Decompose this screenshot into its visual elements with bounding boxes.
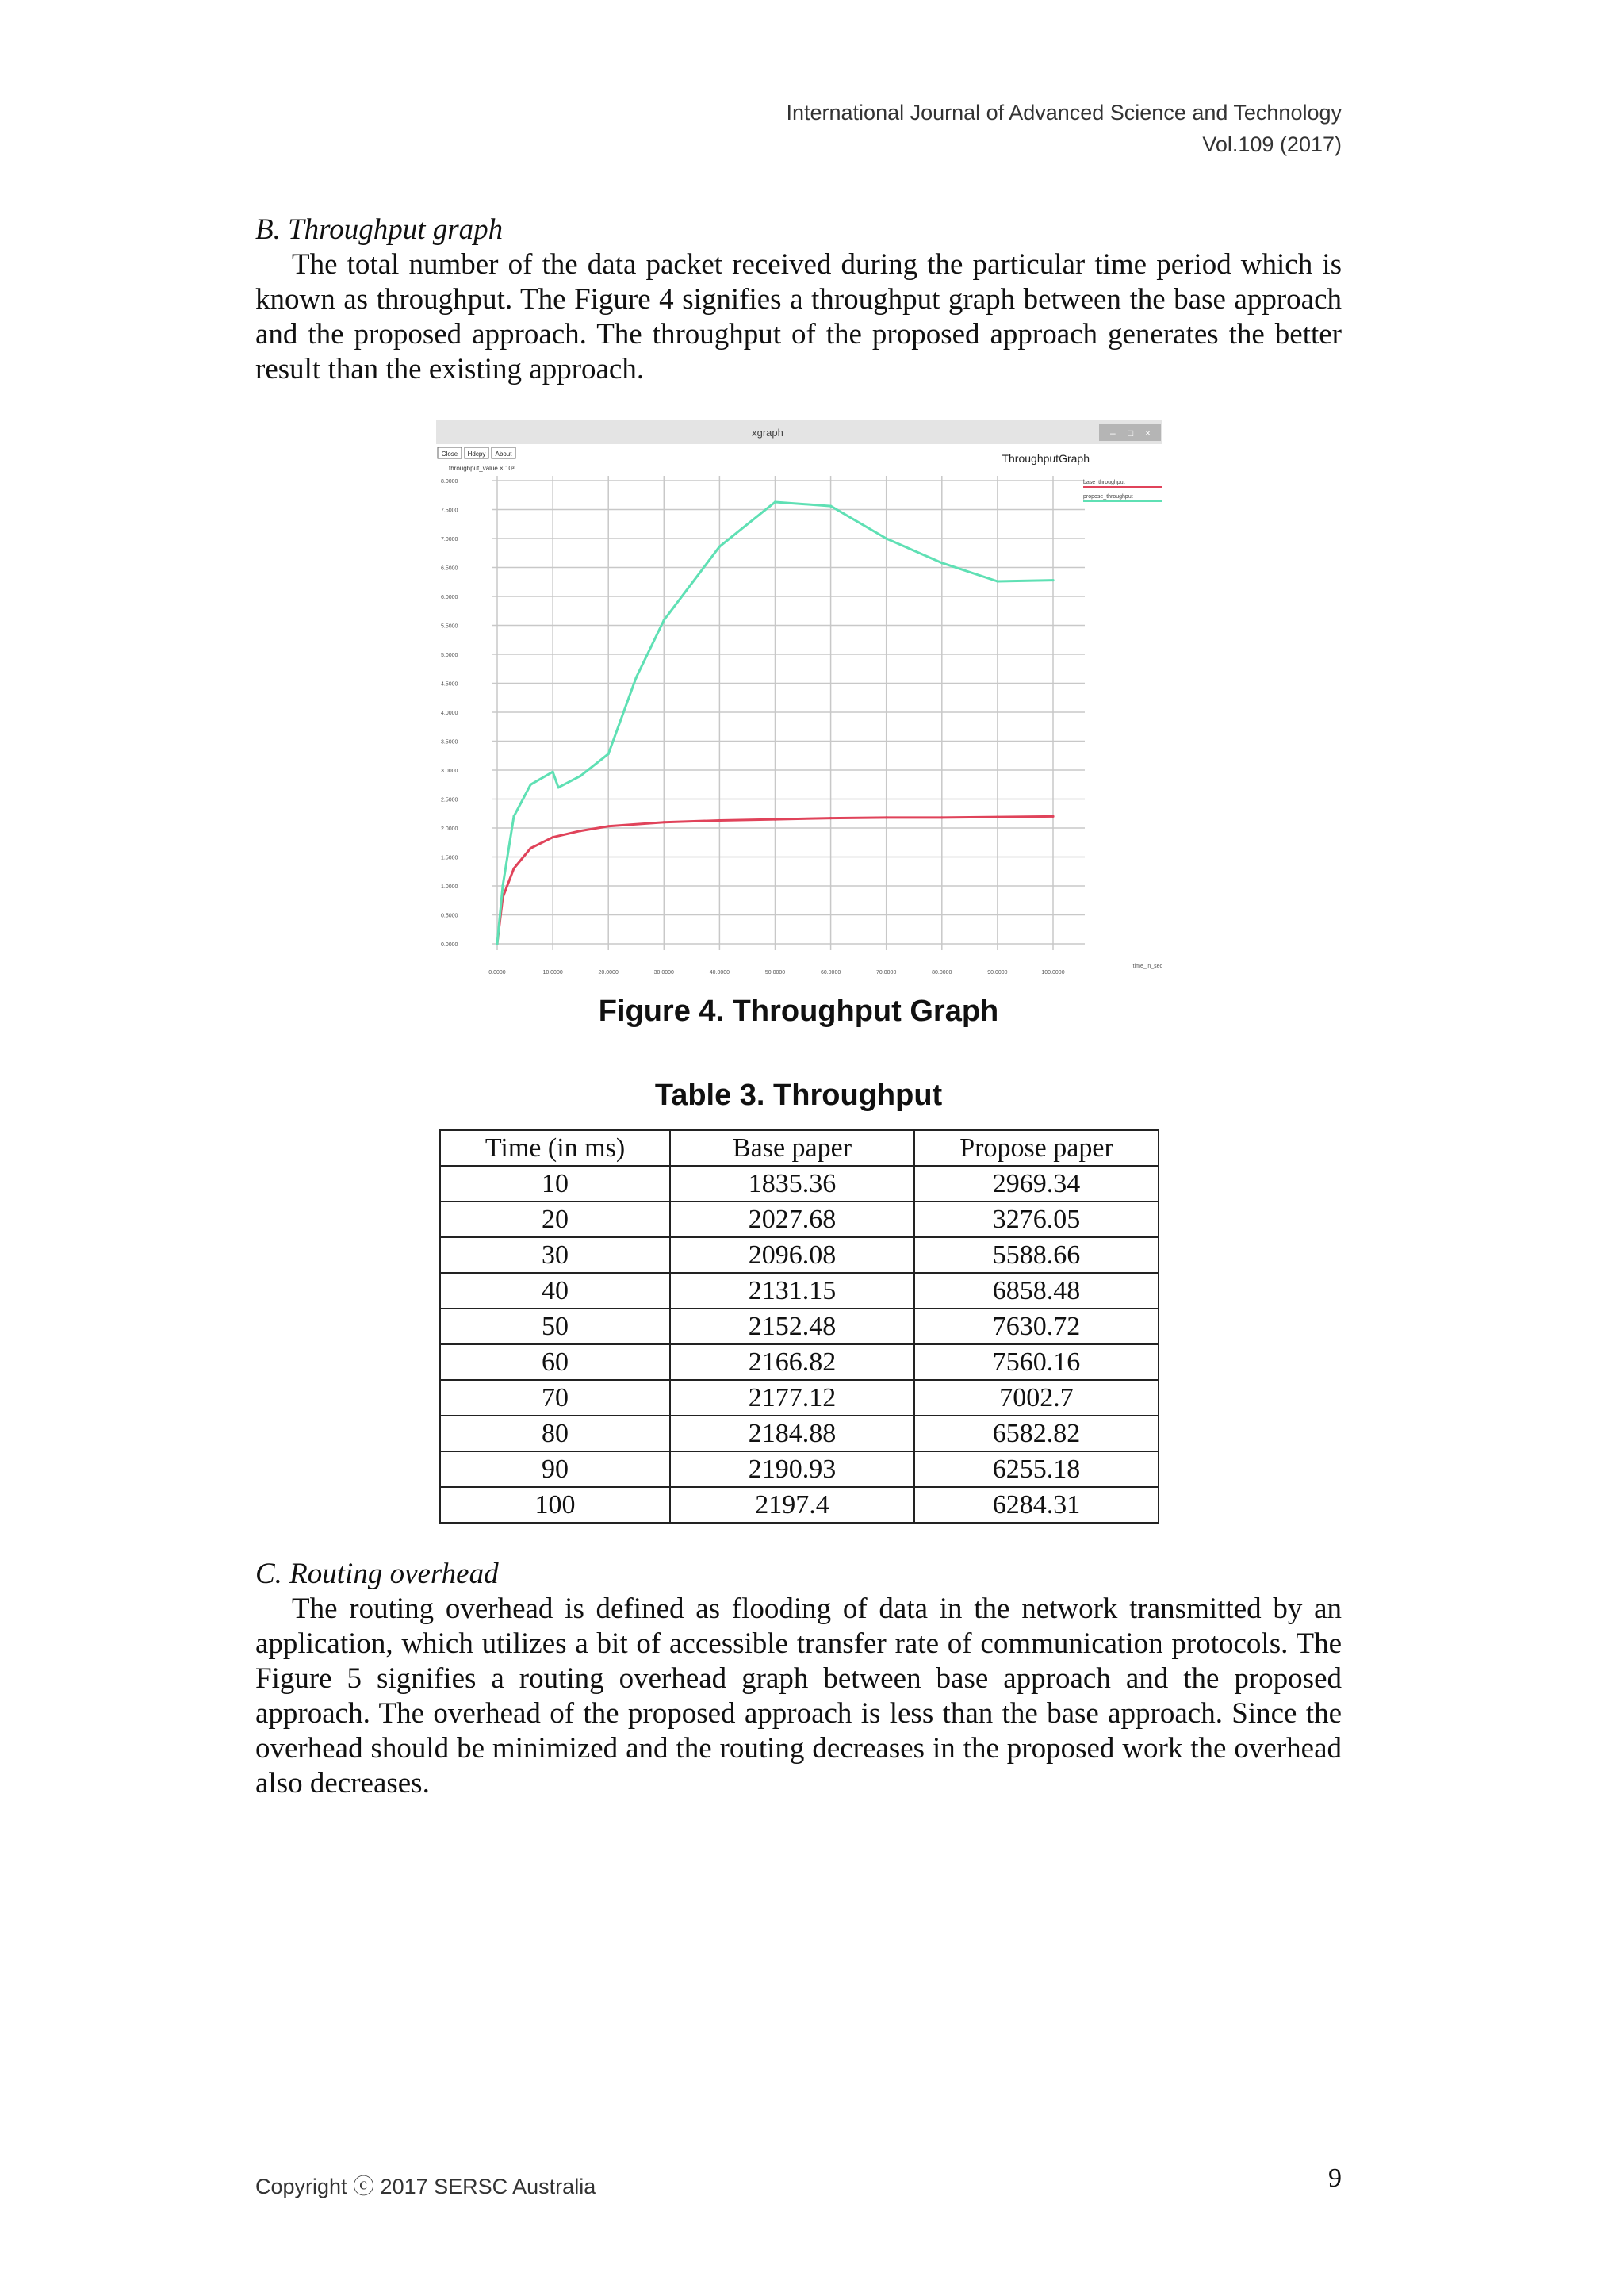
journal-name: International Journal of Advanced Science and Technology bbox=[786, 101, 1342, 125]
table-cell: 6858.48 bbox=[914, 1273, 1159, 1309]
table-cell: 2166.82 bbox=[670, 1344, 914, 1380]
table-cell: 2152.48 bbox=[670, 1309, 914, 1344]
table-cell: 7560.16 bbox=[914, 1344, 1159, 1380]
copyright-footer: Copyright ⓒ 2017 SERSC Australia bbox=[255, 2175, 596, 2198]
table-cell: 2131.15 bbox=[670, 1273, 914, 1309]
y-tick-label: 1.5000 bbox=[441, 855, 458, 861]
data-point bbox=[552, 771, 554, 773]
data-point bbox=[552, 836, 554, 838]
data-point bbox=[996, 816, 998, 818]
table-cell: 50 bbox=[440, 1309, 670, 1344]
table-header-cell: Base paper bbox=[670, 1130, 914, 1166]
data-point bbox=[718, 546, 721, 548]
data-point bbox=[635, 677, 638, 679]
table-header-cell: Propose paper bbox=[914, 1130, 1159, 1166]
x-tick-label: 50.0000 bbox=[764, 970, 786, 976]
table-cell: 6255.18 bbox=[914, 1451, 1159, 1487]
x-tick-label: 100.0000 bbox=[1041, 970, 1065, 976]
figure-caption: Figure 4. Throughput Graph bbox=[598, 995, 999, 1028]
table-header-cell: Time (in ms) bbox=[440, 1130, 670, 1166]
maximize-icon[interactable]: □ bbox=[1128, 427, 1134, 439]
data-point bbox=[1051, 579, 1054, 581]
table-row bbox=[440, 1487, 1159, 1523]
x-tick-label: 90.0000 bbox=[987, 970, 1008, 976]
table-row bbox=[440, 1202, 1159, 1237]
data-point bbox=[607, 753, 610, 755]
table-cell: 6284.31 bbox=[914, 1487, 1159, 1523]
table-row bbox=[440, 1237, 1159, 1273]
data-point bbox=[940, 562, 943, 564]
y-tick-label: 3.5000 bbox=[441, 739, 458, 746]
x-tick-label: 80.0000 bbox=[932, 970, 952, 976]
table-header-row bbox=[440, 1130, 1159, 1166]
data-point bbox=[663, 821, 665, 823]
data-point bbox=[512, 815, 515, 818]
x-tick-label: 70.0000 bbox=[876, 970, 897, 976]
y-tick-label: 6.5000 bbox=[441, 565, 458, 572]
section-heading-routing-overhead: C. Routing overhead bbox=[255, 1558, 499, 1590]
data-point bbox=[580, 775, 582, 777]
x-tick-label: 40.0000 bbox=[709, 970, 730, 976]
legend-label: base_throughput bbox=[1083, 480, 1125, 485]
window-title: xgraph bbox=[752, 427, 783, 439]
table-cell: 7002.7 bbox=[914, 1380, 1159, 1416]
table-cell: 1835.36 bbox=[670, 1166, 914, 1202]
table-cell: 2969.34 bbox=[914, 1166, 1159, 1202]
table-cell: 2197.4 bbox=[670, 1487, 914, 1523]
table-cell: 100 bbox=[440, 1487, 670, 1523]
y-tick-label: 0.5000 bbox=[441, 913, 458, 919]
table-caption: Table 3. Throughput bbox=[654, 1079, 943, 1112]
table-cell: 90 bbox=[440, 1451, 670, 1487]
data-point bbox=[774, 500, 776, 503]
table-cell: 2177.12 bbox=[670, 1380, 914, 1416]
data-point bbox=[530, 847, 532, 849]
table-cell: 2027.68 bbox=[670, 1202, 914, 1237]
window-titlebar bbox=[436, 420, 1162, 444]
data-point bbox=[940, 816, 943, 818]
y-tick-label: 6.0000 bbox=[441, 595, 458, 600]
graph-title: ThroughputGraph bbox=[1002, 452, 1090, 465]
y-tick-label: 0.0000 bbox=[441, 942, 458, 948]
y-tick-label: 2.5000 bbox=[441, 797, 458, 803]
y-tick-label: 8.0000 bbox=[441, 479, 458, 485]
y-tick-label: 4.0000 bbox=[441, 711, 458, 716]
table-cell: 20 bbox=[440, 1202, 670, 1237]
x-tick-label: 30.0000 bbox=[653, 970, 674, 976]
data-point bbox=[496, 942, 498, 945]
table-cell: 40 bbox=[440, 1273, 670, 1309]
about-button-label[interactable]: About bbox=[495, 450, 512, 458]
table-cell: 2096.08 bbox=[670, 1237, 914, 1273]
data-point bbox=[774, 818, 776, 821]
table-cell: 2190.93 bbox=[670, 1451, 914, 1487]
x-axis-label: time_in_sec bbox=[1132, 964, 1162, 969]
data-point bbox=[530, 784, 532, 786]
page-number: 9 bbox=[1328, 2164, 1342, 2193]
table-row bbox=[440, 1416, 1159, 1451]
data-point bbox=[996, 580, 998, 582]
y-tick-label: 3.0000 bbox=[441, 769, 458, 774]
journal-volume: Vol.109 (2017) bbox=[1202, 132, 1342, 156]
table-cell: 3276.05 bbox=[914, 1202, 1159, 1237]
legend-label: propose_throughput bbox=[1083, 494, 1133, 500]
table-cell: 30 bbox=[440, 1237, 670, 1273]
x-tick-label: 0.0000 bbox=[488, 970, 506, 976]
close-button-label[interactable]: Close bbox=[441, 450, 458, 458]
data-point bbox=[501, 884, 504, 887]
data-point bbox=[607, 825, 610, 827]
table-row bbox=[440, 1344, 1159, 1380]
table-cell: 7630.72 bbox=[914, 1309, 1159, 1344]
table-row bbox=[440, 1309, 1159, 1344]
y-tick-label: 4.5000 bbox=[441, 681, 458, 688]
y-tick-label: 2.0000 bbox=[441, 826, 458, 832]
close-icon[interactable]: × bbox=[1145, 427, 1151, 439]
data-point bbox=[663, 619, 665, 621]
table-body bbox=[440, 1166, 1159, 1523]
table-cell: 70 bbox=[440, 1380, 670, 1416]
data-point bbox=[512, 868, 515, 870]
table-cell: 80 bbox=[440, 1416, 670, 1451]
figure-throughput-graph bbox=[435, 419, 1164, 978]
table-row bbox=[440, 1451, 1159, 1487]
table-row bbox=[440, 1166, 1159, 1202]
table-cell: 10 bbox=[440, 1166, 670, 1202]
table-row bbox=[440, 1380, 1159, 1416]
y-tick-label: 1.0000 bbox=[441, 884, 458, 890]
hardcopy-button-label[interactable]: Hdcpy bbox=[467, 450, 486, 458]
data-point bbox=[885, 816, 887, 818]
table-cell: 2184.88 bbox=[670, 1416, 914, 1451]
data-point bbox=[580, 830, 582, 832]
data-point bbox=[829, 505, 832, 508]
data-point bbox=[718, 819, 721, 822]
xgraph-window bbox=[435, 419, 1164, 978]
minimize-icon[interactable]: – bbox=[1110, 427, 1116, 439]
y-tick-label: 5.0000 bbox=[441, 653, 458, 658]
x-tick-label: 20.0000 bbox=[598, 970, 619, 976]
table-cell: 6582.82 bbox=[914, 1416, 1159, 1451]
table-row bbox=[440, 1273, 1159, 1309]
paragraph-routing-overhead: The routing overhead is defined as flooding of data in the network transmitted by an application, which utilizes a bit of accessible transfer rate of communication protocols. The Figure 5 signifies a routing overhead graph between base approach and the proposed approach. The overhead of the proposed approach is less than the base approach. Since the overhead should be minimized and the routing decreases in the proposed work the overhead also decreases. bbox=[255, 1593, 1342, 1800]
paragraph-throughput: The total number of the data packet received during the particular time period which is known as throughput. The Figure 4 signifies a throughput graph between the base approach and the proposed approach. The throughput of the proposed approach generates the better result than the existing approach. bbox=[255, 248, 1342, 385]
y-tick-label: 7.5000 bbox=[441, 508, 458, 514]
data-point bbox=[557, 786, 560, 788]
throughput-table bbox=[439, 1129, 1159, 1524]
y-axis-label: throughput_value × 10³ bbox=[449, 465, 515, 472]
data-point bbox=[1051, 815, 1054, 818]
x-tick-label: 10.0000 bbox=[542, 970, 563, 976]
section-heading-throughput: B. Throughput graph bbox=[255, 213, 504, 246]
data-point bbox=[829, 817, 832, 819]
y-tick-label: 7.0000 bbox=[441, 537, 458, 542]
table-cell: 60 bbox=[440, 1344, 670, 1380]
y-tick-label: 5.5000 bbox=[441, 623, 458, 630]
running-header bbox=[714, 97, 1342, 160]
table-cell: 5588.66 bbox=[914, 1237, 1159, 1273]
data-point bbox=[885, 537, 887, 539]
x-tick-label: 60.0000 bbox=[820, 970, 841, 976]
